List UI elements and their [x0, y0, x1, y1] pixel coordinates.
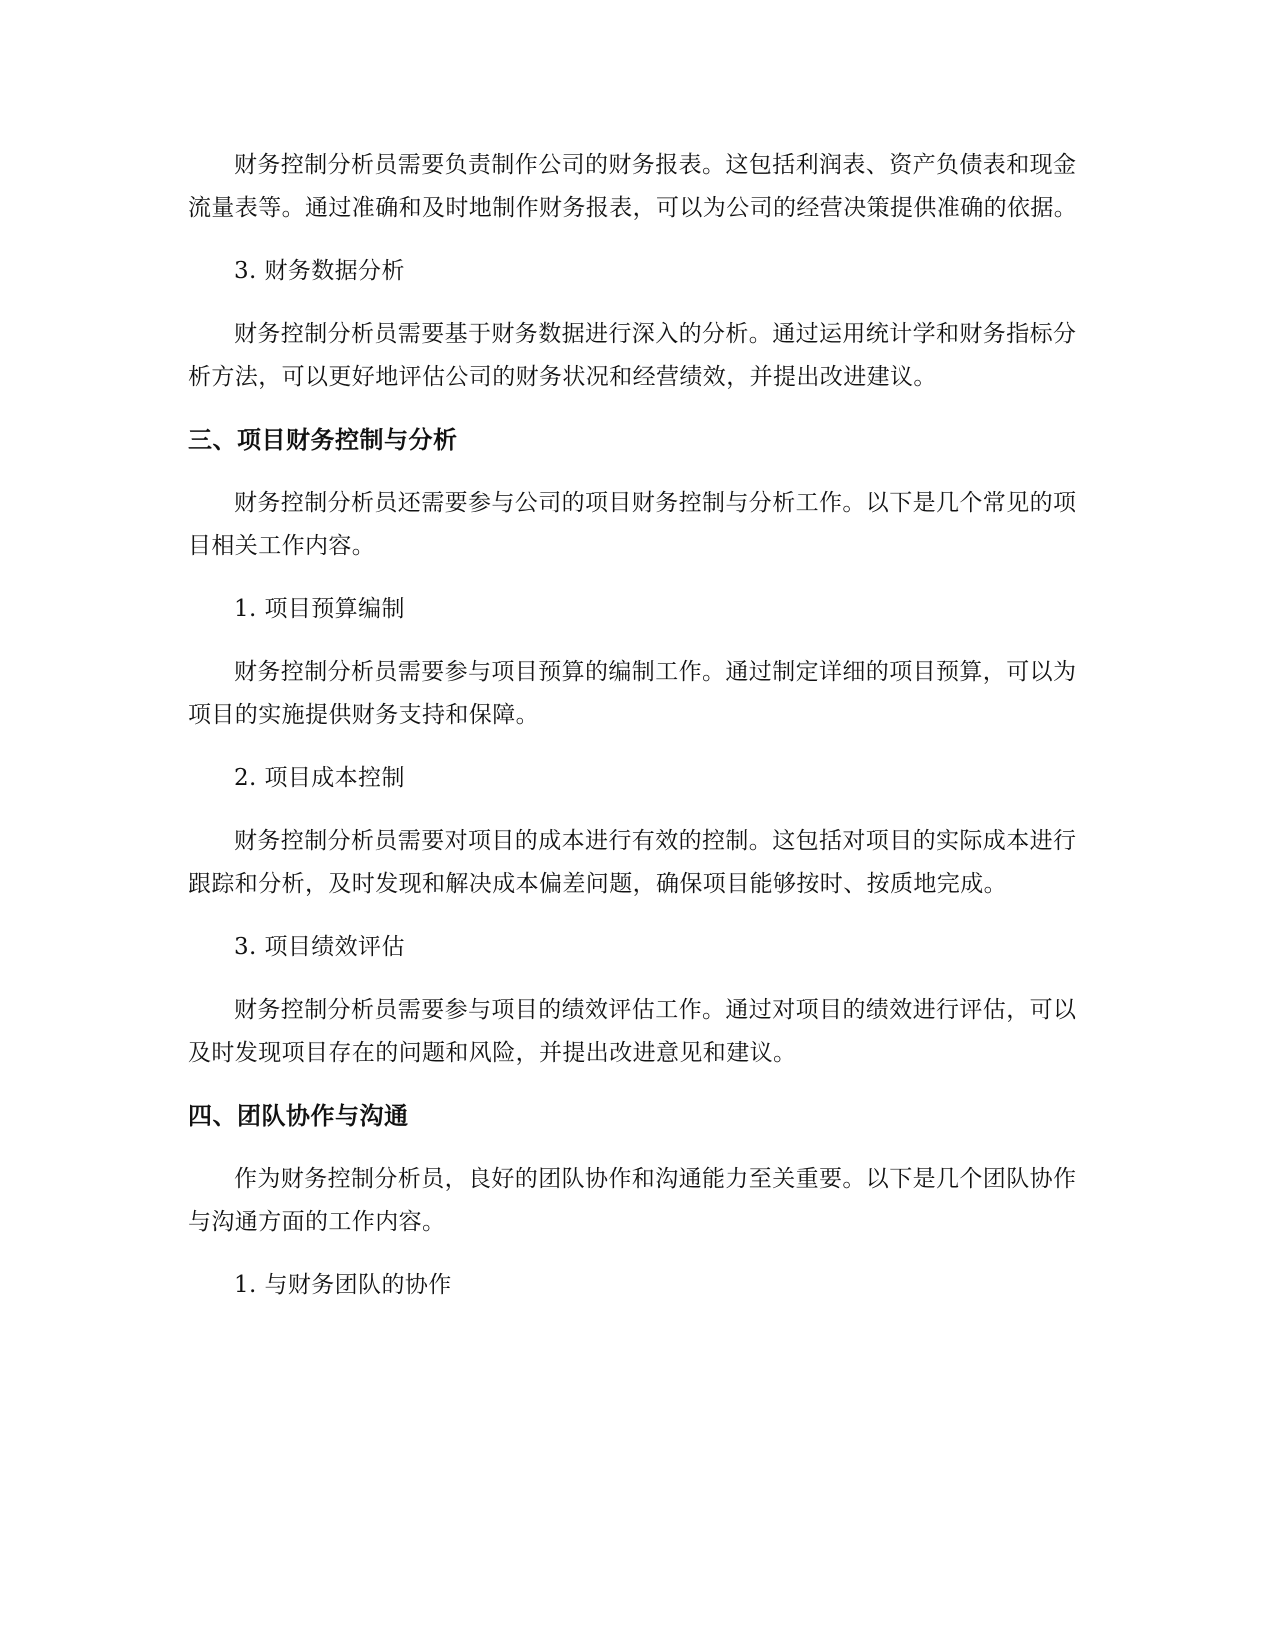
list-item-finance-team-collaboration: 1. 与财务团队的协作	[234, 1272, 452, 1298]
list-item-project-cost: 2. 项目成本控制	[234, 765, 405, 791]
paragraph-project-intro: 财务控制分析员还需要参与公司的项目财务控制与分析工作。以下是几个常见的项目相关工作内容。	[188, 490, 1077, 559]
list-item-financial-data-analysis: 3. 财务数据分析	[234, 258, 405, 284]
section-heading-project-finance: 三、项目财务控制与分析	[188, 426, 458, 454]
list-item-project-performance: 3. 项目绩效评估	[234, 934, 405, 960]
paragraph-financial-statements: 财务控制分析员需要负责制作公司的财务报表。这包括利润表、资产负债表和现金流量表等。通过准确和及时地制作财务报表，可以为公司的经营决策提供准确的依据。	[188, 152, 1078, 221]
paragraph-project-budget: 财务控制分析员需要参与项目预算的编制工作。通过制定详细的项目预算，可以为项目的实施提供财务支持和保障。	[188, 659, 1077, 728]
paragraph-data-analysis: 财务控制分析员需要基于财务数据进行深入的分析。通过运用统计学和财务指标分析方法，可以更好地评估公司的财务状况和经营绩效，并提出改进建议。	[188, 321, 1077, 390]
section-heading-teamwork: 四、团队协作与沟通	[188, 1102, 409, 1130]
document-body	[188, 144, 1092, 1327]
paragraph-teamwork-intro: 作为财务控制分析员，良好的团队协作和沟通能力至关重要。以下是几个团队协作与沟通方面的工作内容。	[188, 1166, 1077, 1235]
list-item-project-budget: 1. 项目预算编制	[234, 596, 405, 622]
paragraph-project-cost: 财务控制分析员需要对项目的成本进行有效的控制。这包括对项目的实际成本进行跟踪和分析，及时发现和解决成本偏差问题，确保项目能够按时、按质地完成。	[188, 828, 1077, 897]
paragraph-project-performance: 财务控制分析员需要参与项目的绩效评估工作。通过对项目的绩效进行评估，可以及时发现项目存在的问题和风险，并提出改进意见和建议。	[188, 997, 1077, 1066]
